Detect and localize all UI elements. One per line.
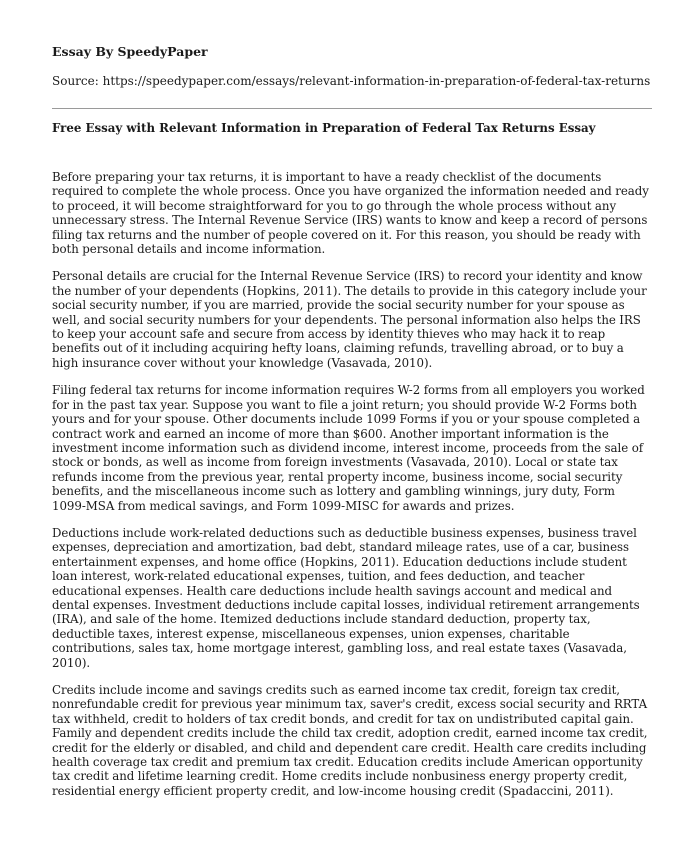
paragraph-3: Filing federal tax returns for income information requires W-2 forms from all employers you worked for in the past tax year. Suppose you want to file a joint return; you should provide W-2 Forms both yours and for your spouse. Other documents include 1099 Forms if you or your spouse completed a contract work and earned an income of more than $600. Another important information is the investment income information such as dividend income, interest income, proceeds from the sale of stock or bonds, as well as income from foreign investments (Vasavada, 2010). Local or state tax refunds income from the previous year, rental property income, business income, social security benefits, and the miscellaneous income such as lottery and gambling winnings, jury duty, Form 1099-MSA from medical savings, and Form 1099-MISC for awards and prizes. (52, 383, 645, 513)
paragraph-5: Credits include income and savings credits such as earned income tax credit, foreign tax credit, nonrefundable credit for previous year minimum tax, saver's credit, excess social security and RRTA tax withheld, credit to holders of tax credit bonds, and credit for tax on undistributed capital gain. Family and dependent credits include the child tax credit, adoption credit, earned income tax credit, credit for the elderly or disabled, and child and dependent care credit. Health care credits including health coverage tax credit and premium tax credit. Education credits include American opportunity tax credit and lifetime learning credit. Home credits include nonbusiness energy property credit, residential energy efficient property credit, and low-income housing credit (Spadaccini, 2011). (52, 683, 648, 798)
essay-body (52, 170, 652, 811)
essay-title: Free Essay with Relevant Information in Preparation of Federal Tax Returns Essay (52, 121, 596, 135)
brand-title: Essay By SpeedyPaper (52, 44, 208, 59)
header-divider (52, 108, 652, 109)
paragraph-4: Deductions include work-related deductions such as deductible business expenses, business travel expenses, depreciation and amortization, bad debt, standard mileage rates, use of a car, business entertainment expenses, and home office (Hopkins, 2011). Education deductions include student loan interest, work-related educational expenses, tuition, and fees deduction, and teacher educational expenses. Health care deductions include health savings account and medical and dental expenses. Investment deductions include capital losses, individual retirement arrangements (IRA), and sale of the home. Itemized deductions include standard deduction, property tax, deductible taxes, interest expense, miscellaneous expenses, union expenses, charitable contributions, sales tax, home mortgage interest, gambling loss, and real estate taxes (Vasavada, 2010). (52, 525, 640, 670)
paragraph-2: Personal details are crucial for the Internal Revenue Service (IRS) to record your identity and know the number of your dependents (Hopkins, 2011). The details to provide in this category include your social security number, if you are married, provide the social security number for your spouse as well, and social security numbers for your dependents. The personal information also helps the IRS to keep your account safe and secure from access by identity thieves who may hack it to reap benefits out of it including acquiring hefty loans, claiming refunds, travelling abroad, or to buy a high insurance cover without your knowledge (Vasavada, 2010). (52, 269, 647, 370)
source-line: Source: https://speedypaper.com/essays/relevant-information-in-preparation-of-federal-tax-returns (52, 74, 651, 88)
paragraph-1: Before preparing your tax returns, it is important to have a ready checklist of the documents required to complete the whole process. Once you have organized the information needed and ready to proceed, it will become straightforward for you to go through the whole process without any unnecessary stress. The Internal Revenue Service (IRS) wants to know and keep a record of persons filing tax returns and the number of people covered on it. For this reason, you should be ready with both personal details and income information. (52, 170, 649, 257)
